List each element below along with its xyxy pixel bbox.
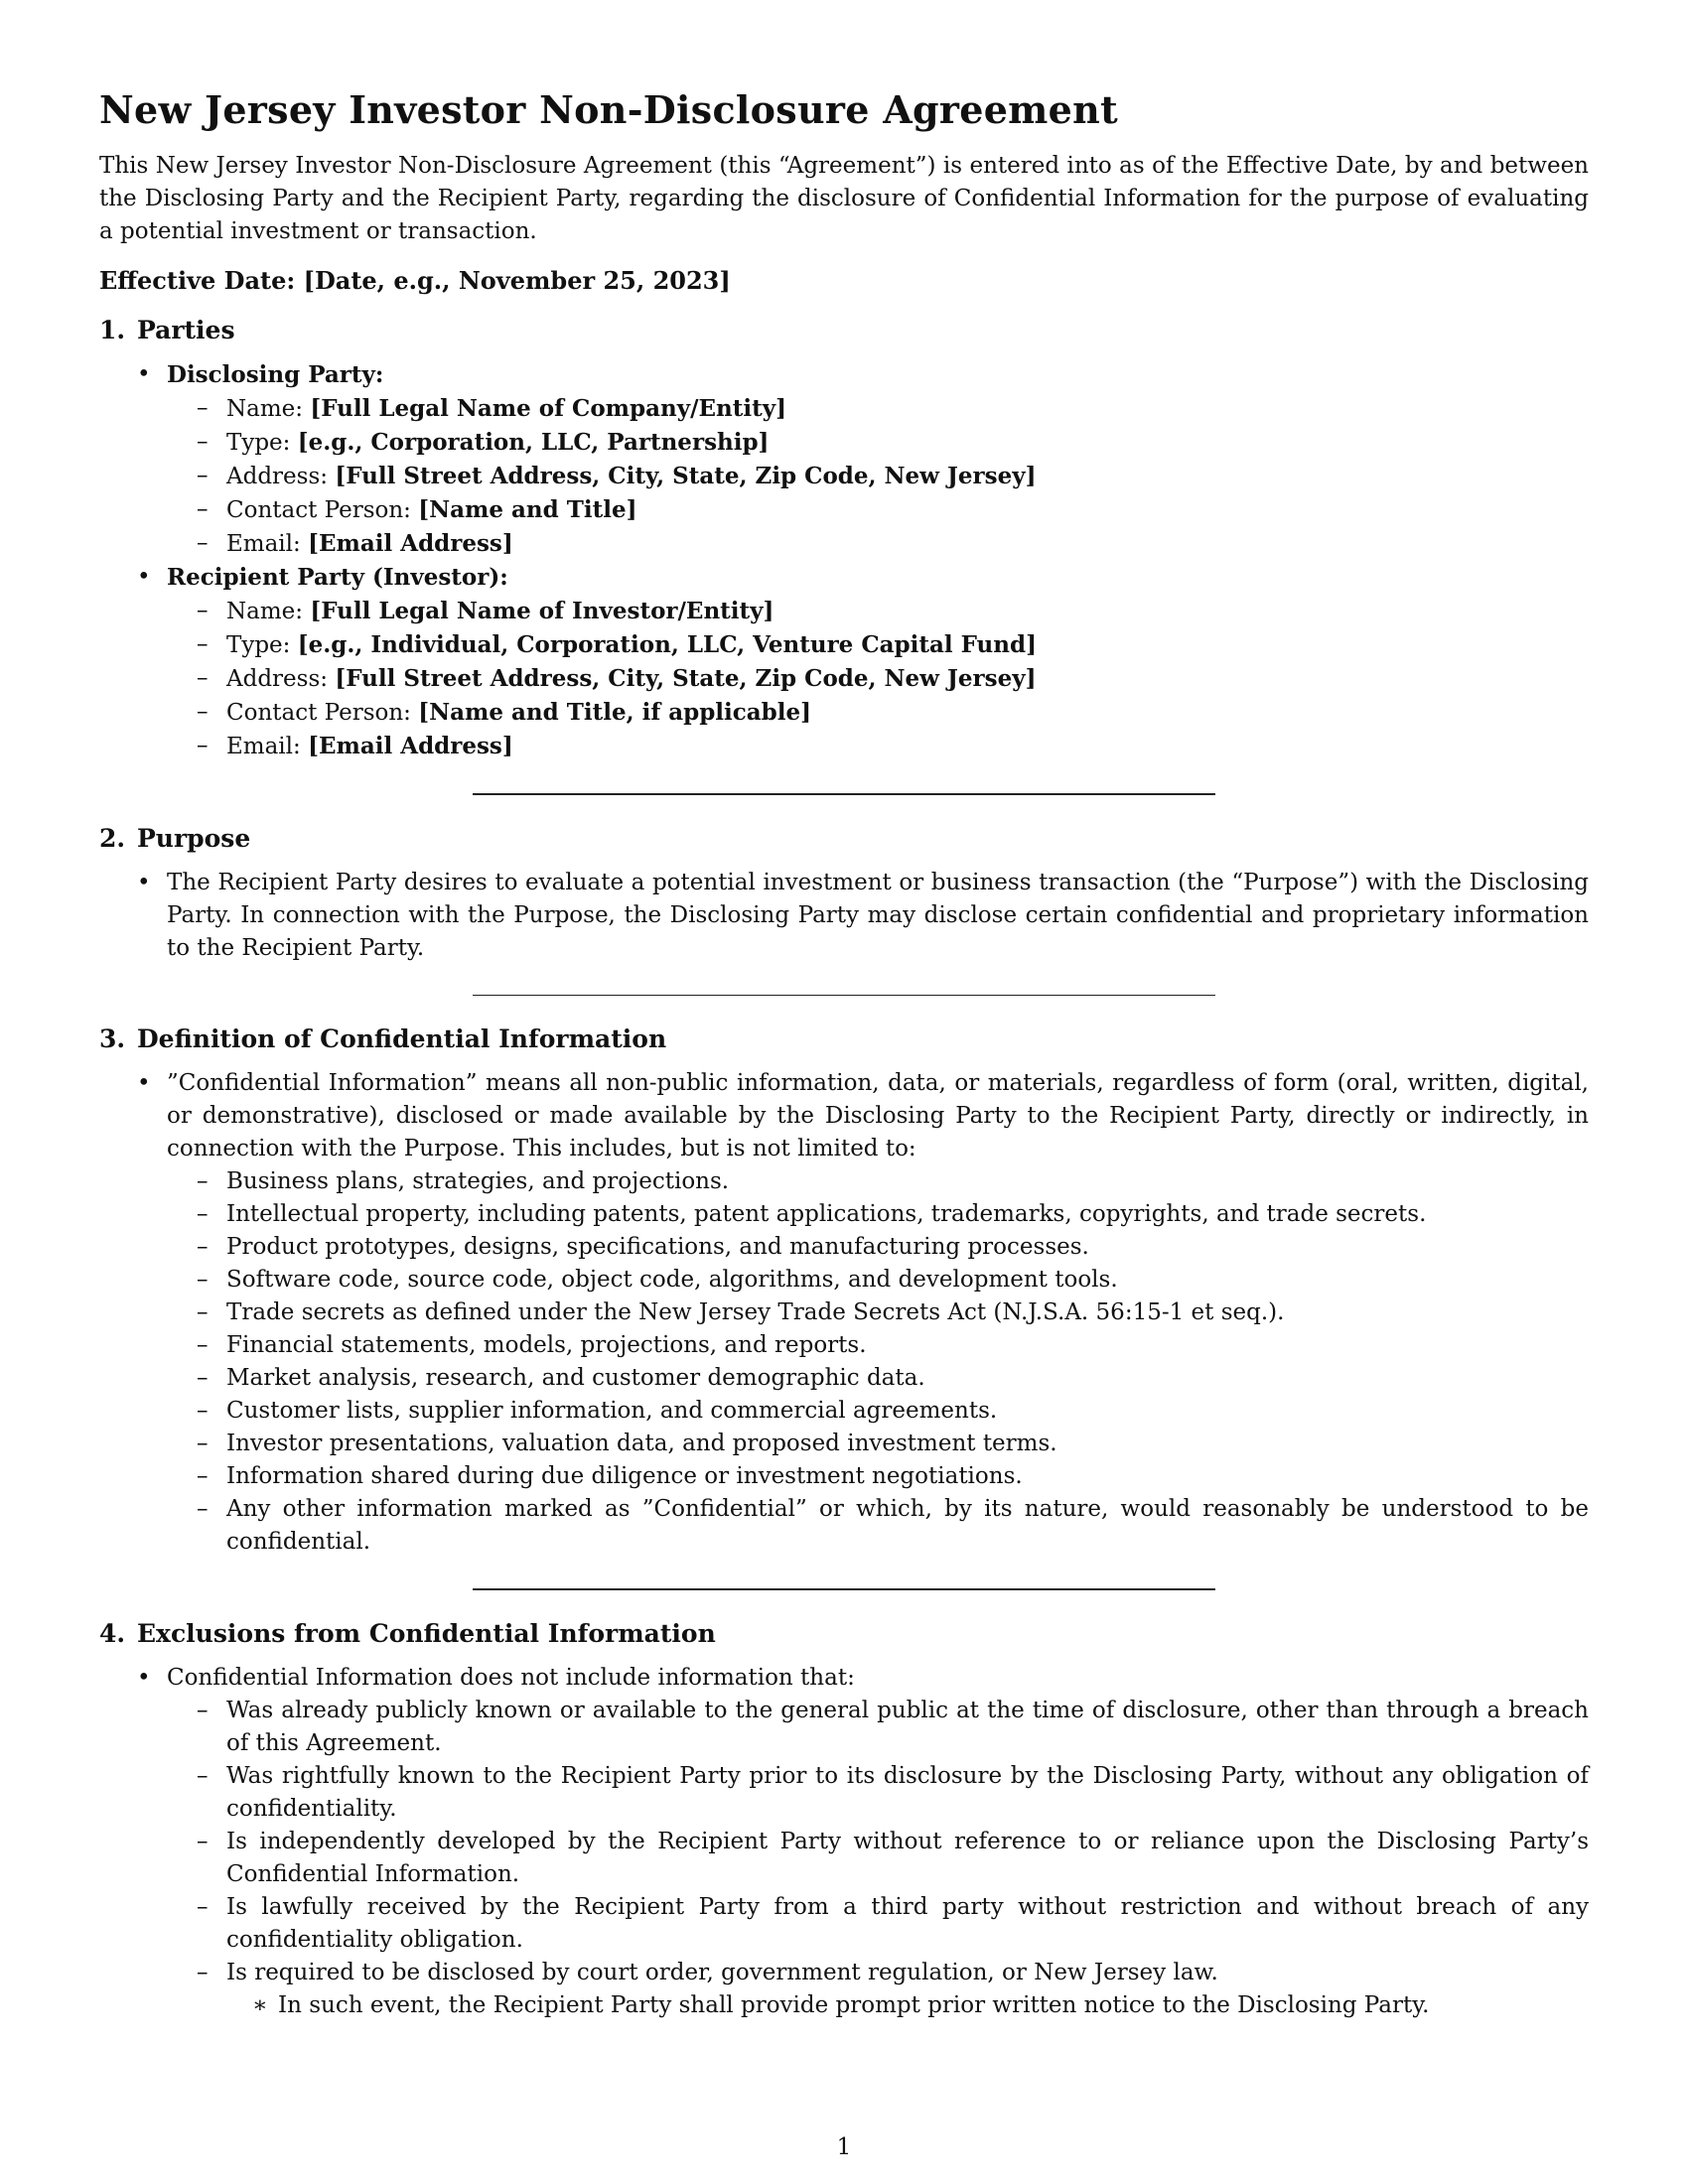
disclosing-contact: – Contact Person: [Name and Title] — [226, 493, 1589, 527]
section-divider — [473, 1588, 1215, 1590]
list-item: – Financial statements, models, projections, and reports. — [226, 1329, 1589, 1362]
list-item: – Market analysis, research, and customer demographic data. — [226, 1362, 1589, 1395]
recipient-party-label: Recipient Party (Investor): — [167, 564, 508, 591]
definition-list — [99, 1067, 1589, 1559]
disclosing-party — [167, 358, 1589, 561]
recipient-contact: – Contact Person: [Name and Title, if applicable] — [226, 696, 1589, 730]
list-item: – Business plans, strategies, and projections. — [226, 1165, 1589, 1198]
exclusions-item — [167, 1662, 1589, 2022]
list-item: – Any other information marked as ”Confidential” or which, by its nature, would reasonably be understood to be confidential. — [226, 1493, 1589, 1559]
document-title: New Jersey Investor Non-Disclosure Agreement — [99, 87, 1118, 132]
definition-item — [167, 1067, 1589, 1559]
list-item: – Intellectual property, including patents, patent applications, trademarks, copyrights, and trade secrets. — [226, 1198, 1589, 1231]
list-item: – Is lawfully received by the Recipient Party from a third party without restriction and without breach of any confidentiality obligation. — [226, 1891, 1589, 1957]
disclosing-type: – Type: [e.g., Corporation, LLC, Partnership] — [226, 426, 1589, 460]
section-3-heading: 3. Definition of Confidential Information — [99, 1024, 667, 1053]
list-item: – Was already publicly known or available to the general public at the time of disclosure, other than through a breach of this Agreement. — [226, 1695, 1589, 1760]
recipient-party — [167, 561, 1589, 763]
effective-date-label: Effective Date: — [99, 266, 296, 295]
list-item: – Product prototypes, designs, specifications, and manufacturing processes. — [226, 1231, 1589, 1264]
parties-list — [99, 358, 1589, 763]
purpose-list — [99, 867, 1589, 965]
list-item: – Software code, source code, object code, algorithms, and development tools. — [226, 1264, 1589, 1297]
section-divider — [473, 995, 1215, 996]
list-item: – Is required to be disclosed by court order, government regulation, or New Jersey law. ∗ In such event, the Recipient Party shall provide prompt prior written notice to the Disclosing Party. — [226, 1957, 1589, 2022]
disclosing-email: – Email: [Email Address] — [226, 527, 1589, 561]
list-item: – Trade secrets as defined under the New Jersey Trade Secrets Act (N.J.S.A. 56:15-1 et seq.). — [226, 1297, 1589, 1329]
list-item: – Was rightfully known to the Recipient Party prior to its disclosure by the Disclosing Party, without any obligation of confidentiality. — [226, 1760, 1589, 1826]
section-1-heading: 1. Parties — [99, 316, 235, 344]
definition-text: ”Confidential Information” means all non-public information, data, or materials, regardless of form (oral, written, digital, or demonstrative), disclosed or made available by the Disclosing Party to the Recipient Party, directly or indirectly, in connection with the Purpose. This includes, but is not limited to: — [167, 1070, 1589, 1161]
disclosing-address: – Address: [Full Street Address, City, State, Zip Code, New Jersey] — [226, 460, 1589, 493]
exclusions-text: Confidential Information does not include information that: — [167, 1665, 855, 1691]
list-item: – Information shared during due diligence or investment negotiations. — [226, 1460, 1589, 1493]
sub-list-item: ∗ In such event, the Recipient Party shall provide prompt prior written notice to the Disclosing Party. — [278, 1989, 1589, 2022]
recipient-address: – Address: [Full Street Address, City, State, Zip Code, New Jersey] — [226, 662, 1589, 696]
section-4-heading: 4. Exclusions from Confidential Information — [99, 1619, 716, 1648]
recipient-email: – Email: [Email Address] — [226, 730, 1589, 763]
effective-date-value: [Date, e.g., November 25, 2023] — [303, 266, 731, 295]
recipient-name: – Name: [Full Legal Name of Investor/Entity] — [226, 595, 1589, 628]
page-number: 1 — [836, 2134, 852, 2160]
list-item: – Customer lists, supplier information, and commercial agreements. — [226, 1395, 1589, 1428]
section-divider — [473, 793, 1215, 795]
disclosing-party-label: Disclosing Party: — [167, 361, 384, 388]
disclosing-name: – Name: [Full Legal Name of Company/Entity] — [226, 392, 1589, 426]
list-item: – Investor presentations, valuation data, and proposed investment terms. — [226, 1428, 1589, 1460]
document-page — [99, 87, 1589, 2022]
list-item: – Is independently developed by the Recipient Party without reference to or reliance upon the Disclosing Party’s Confidential Information. — [226, 1826, 1589, 1891]
purpose-text: • The Recipient Party desires to evaluate a potential investment or business transaction (the “Purpose”) with the Disclosing Party. In connection with the Purpose, the Disclosing Party may disclose certain confidential and proprietary information to the Recipient Party. — [167, 867, 1589, 965]
exclusions-list — [99, 1662, 1589, 2022]
effective-date — [99, 264, 1589, 297]
recipient-type: – Type: [e.g., Individual, Corporation, LLC, Venture Capital Fund] — [226, 628, 1589, 662]
section-2-heading: 2. Purpose — [99, 824, 251, 853]
intro-paragraph: This New Jersey Investor Non-Disclosure Agreement (this “Agreement”) is entered into as of the Effective Date, by and between the Disclosing Party and the Recipient Party, regarding the disclosure of Confidential Information for the purpose of evaluating a potential investment or transaction. — [99, 153, 1589, 244]
